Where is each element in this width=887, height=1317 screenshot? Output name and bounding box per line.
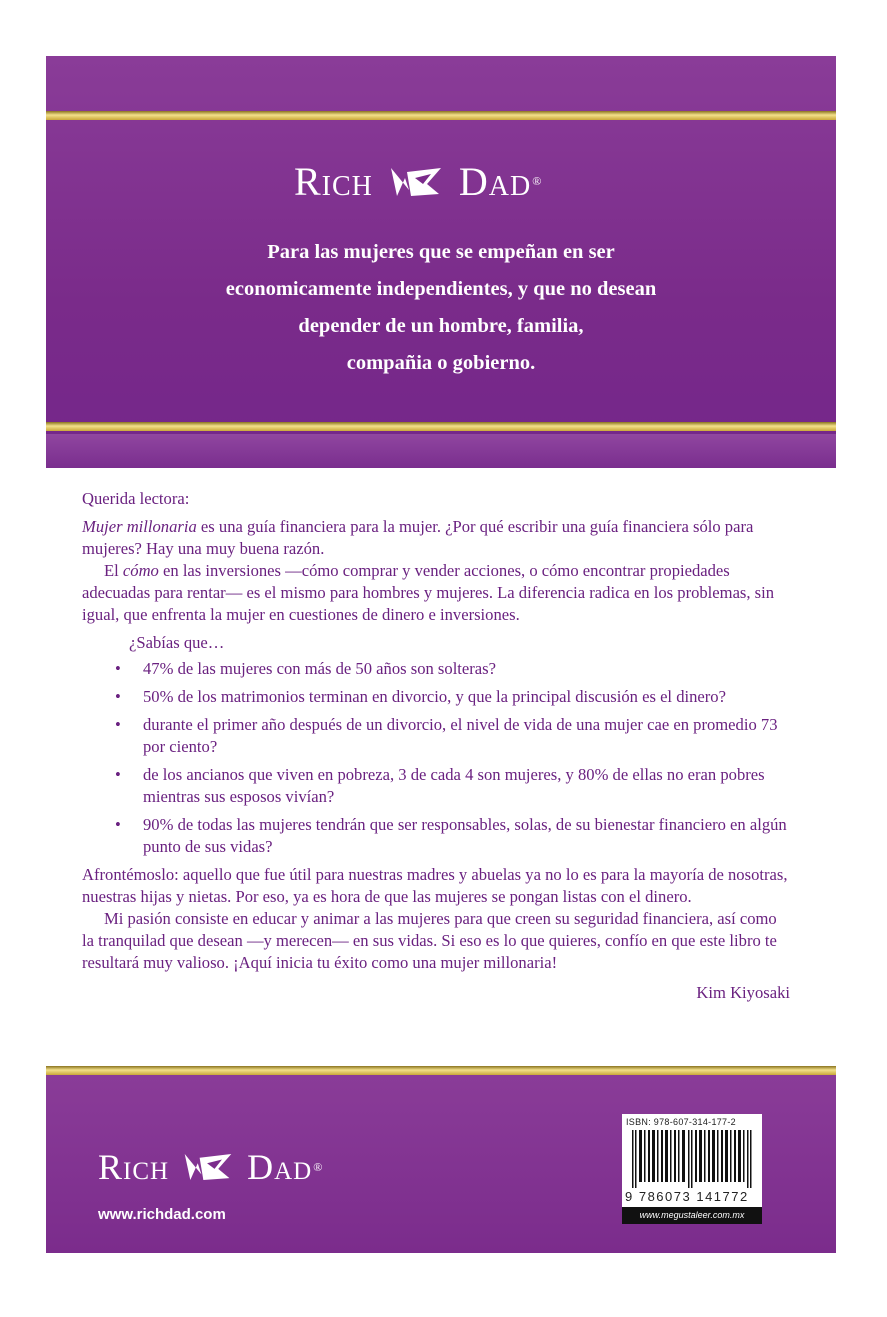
- rich-dad-emblem-icon: [181, 1150, 235, 1184]
- gold-rule-top: [46, 111, 836, 120]
- paragraph-2-emphasis: cómo: [122, 561, 159, 580]
- logo-word-rich: Rich: [98, 1147, 170, 1187]
- list-item: • de los ancianos que viven en pobreza, 3 de cada 4 son mujeres, y 80% de ellas no eran pobres mientras sus esposos vivían?: [129, 764, 790, 808]
- list-item: • 47% de las mujeres con más de 50 años son solteras?: [129, 658, 790, 680]
- rich-dad-logo-bottom: [98, 1146, 323, 1188]
- tagline-line: Para las mujeres que se empeñan en ser: [267, 241, 615, 263]
- rich-dad-emblem-icon: [387, 164, 445, 200]
- website-url[interactable]: www.richdad.com: [98, 1206, 226, 1223]
- logo-word-dad: Dad: [458, 159, 532, 204]
- tagline-line: economicamente independientes, y que no desean: [225, 278, 657, 300]
- list-item: • durante el primer año después de un divorcio, el nivel de vida de una mujer cae en promedio 73 por ciento?: [129, 714, 790, 758]
- list-item: • 50% de los matrimonios terminan en divorcio, y que la principal discusión es el dinero?: [129, 686, 790, 708]
- paragraph-2-text: en las inversiones —cómo comprar y vender acciones, o cómo encontrar propiedades adecuadas para rentar— es el mismo para hombres y mujeres. La diferencia radica en los problemas, sin igual, que enfrenta la mujer en cuestiones de dinero e inversiones.: [82, 561, 775, 624]
- letter-paragraph-4: Mi pasión consiste en educar y animar a las mujeres para que creen su seguridad financiera, así como la tranquilad que desean —y merecen— en sus vidas. Si eso es lo que quieres, confío en que este libro te resultará muy valioso. ¡Aquí inicia tu éxito como una mujer millonaria!: [82, 909, 777, 972]
- isbn-label: ISBN: 978-607-314-177-2: [626, 1117, 736, 1127]
- letter-body: [82, 488, 790, 1004]
- book-back-cover: [46, 56, 836, 1253]
- letter-paragraph-3: Afrontémoslo: aquello que fue útil para nuestras madres y abuelas ya no lo es para la mayoría de nosotras, nuestras hijas y nietas. Por eso, ya es hora de que las mujeres se pongan listas con el dinero.: [82, 865, 788, 906]
- tagline: [106, 234, 776, 382]
- registered-mark: ®: [313, 1159, 324, 1174]
- bullets-intro: ¿Sabías que…: [129, 633, 225, 652]
- purple-strip: [46, 434, 836, 468]
- logo-word-rich: Rich: [294, 159, 373, 204]
- paragraph-1-text: es una guía financiera para la mujer. ¿Por qué escribir una guía financiera sólo para mujeres? Hay una muy buena razón.: [82, 517, 754, 558]
- gold-rule-middle: [46, 422, 836, 431]
- list-item: • 90% de todas las mujeres tendrán que ser responsables, solas, de su bienestar financiero en algún punto de sus vidas?: [129, 814, 790, 858]
- logo-word-dad: Dad: [247, 1147, 313, 1187]
- letter-greeting: Querida lectora:: [82, 489, 190, 508]
- letter-paragraph-1: [82, 516, 790, 560]
- publisher-url[interactable]: www.megustaleer.com.mx: [622, 1207, 762, 1224]
- tagline-line: compañia o gobierno.: [346, 352, 536, 374]
- book-title: Mujer millonaria: [82, 517, 197, 536]
- isbn-barcode: [622, 1114, 762, 1224]
- signature: Kim Kiyosaki: [696, 983, 790, 1002]
- gold-rule-bottom: [46, 1066, 836, 1075]
- rich-dad-logo-top: [294, 158, 542, 205]
- registered-mark: ®: [532, 174, 543, 188]
- tagline-line: depender de un hombre, familia,: [298, 315, 584, 337]
- paragraph-2-start: El: [104, 561, 123, 580]
- facts-list: [82, 658, 790, 858]
- barcode-icon: [626, 1130, 758, 1188]
- letter-paragraph-2: [82, 560, 790, 626]
- ean-digits: 9 786073 141772: [625, 1189, 749, 1204]
